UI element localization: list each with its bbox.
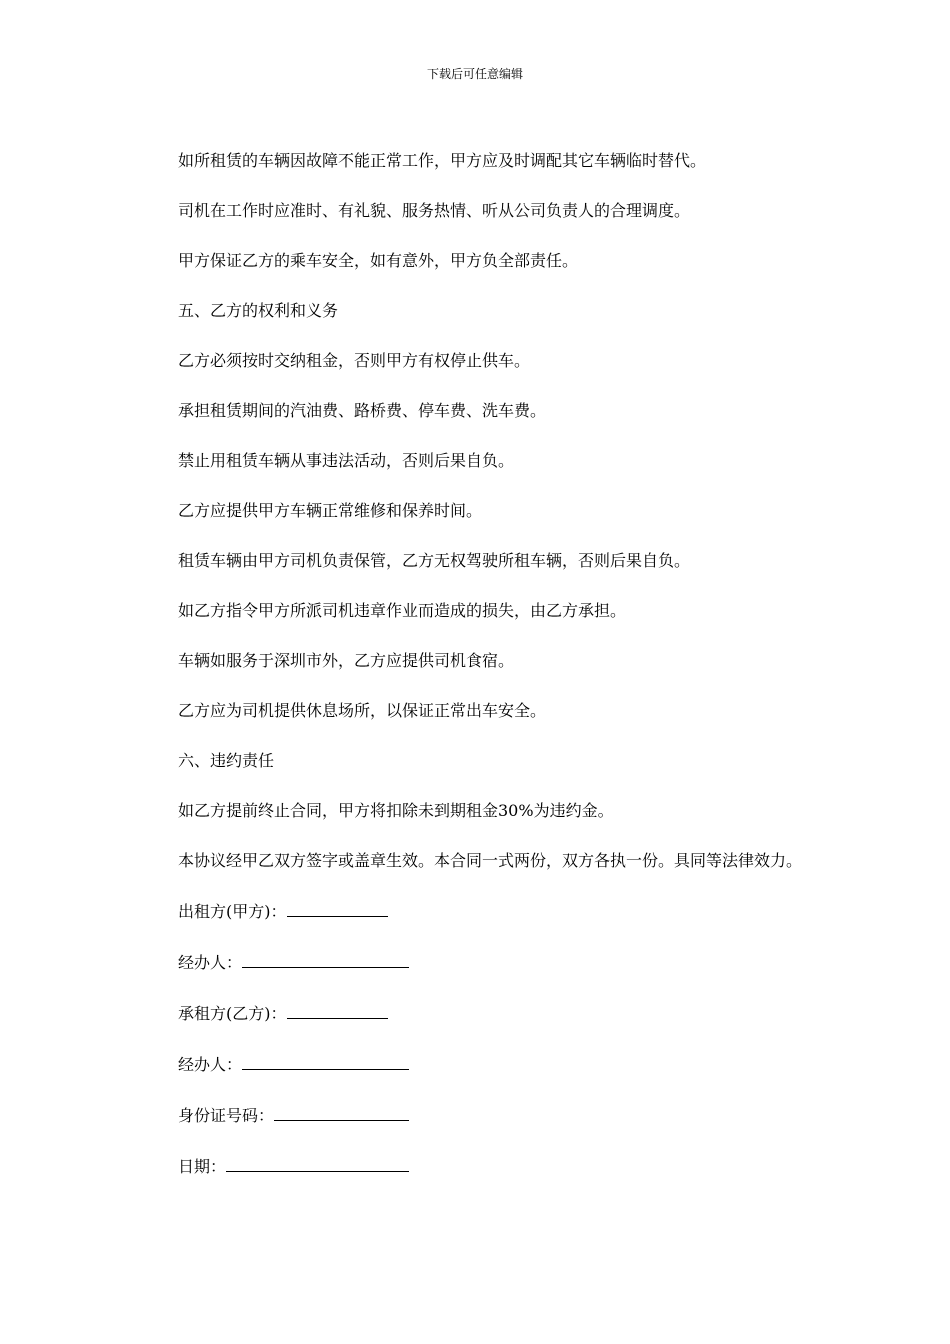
signature-label: 经办人： xyxy=(178,1055,243,1074)
paragraph: 承担租赁期间的汽油费、路桥费、停车费、洗车费。 xyxy=(178,401,547,420)
paragraph: 如所租赁的车辆因故障不能正常工作，甲方应及时调配其它车辆临时替代。 xyxy=(178,151,707,170)
paragraph: 乙方应为司机提供休息场所，以保证正常出车安全。 xyxy=(178,701,547,720)
signature-label: 身份证号码： xyxy=(178,1106,275,1125)
signature-lessee xyxy=(178,1001,806,1026)
paragraph: 本协议经甲乙双方签字或盖章生效。本合同一式两份，双方各执一份。具同等法律效力。 xyxy=(178,851,803,870)
document-body xyxy=(144,149,806,1205)
section-heading: 六、违约责任 xyxy=(178,751,275,770)
paragraph: 乙方必须按时交纳租金，否则甲方有权停止供车。 xyxy=(178,351,531,370)
paragraph: 车辆如服务于深圳市外，乙方应提供司机食宿。 xyxy=(178,651,515,670)
signature-label: 出租方(甲方)： xyxy=(178,902,287,921)
signature-blank[interactable] xyxy=(274,1103,409,1121)
signature-label: 经办人： xyxy=(178,953,243,972)
paragraph: 禁止用租赁车辆从事违法活动，否则后果自负。 xyxy=(178,451,515,470)
signature-date xyxy=(178,1154,806,1179)
signature-id-number xyxy=(178,1103,806,1128)
signature-lessee-agent xyxy=(178,1052,806,1077)
signature-label: 承租方(乙方)： xyxy=(178,1004,287,1023)
paragraph: 司机在工作时应准时、有礼貌、服务热情、听从公司负责人的合理调度。 xyxy=(178,201,691,220)
signature-blank[interactable] xyxy=(226,1154,409,1172)
paragraph: 如乙方提前终止合同，甲方将扣除未到期租金30%为违约金。 xyxy=(178,801,614,820)
paragraph: 如乙方指令甲方所派司机违章作业而造成的损失，由乙方承担。 xyxy=(178,601,627,620)
signature-lessor-agent xyxy=(178,950,806,975)
signature-lessor xyxy=(178,899,806,924)
paragraph: 乙方应提供甲方车辆正常维修和保养时间。 xyxy=(178,501,483,520)
page-header: 下载后可任意编辑 xyxy=(426,67,523,81)
paragraph: 租赁车辆由甲方司机负责保管，乙方无权驾驶所租车辆，否则后果自负。 xyxy=(178,551,691,570)
paragraph: 甲方保证乙方的乘车安全，如有意外，甲方负全部责任。 xyxy=(178,251,579,270)
signature-blank[interactable] xyxy=(242,950,409,968)
section-heading: 五、乙方的权利和义务 xyxy=(178,301,339,320)
signature-label: 日期： xyxy=(178,1157,227,1176)
signature-blank[interactable] xyxy=(287,1001,388,1019)
signature-blank[interactable] xyxy=(287,899,388,917)
signature-blank[interactable] xyxy=(242,1052,409,1070)
